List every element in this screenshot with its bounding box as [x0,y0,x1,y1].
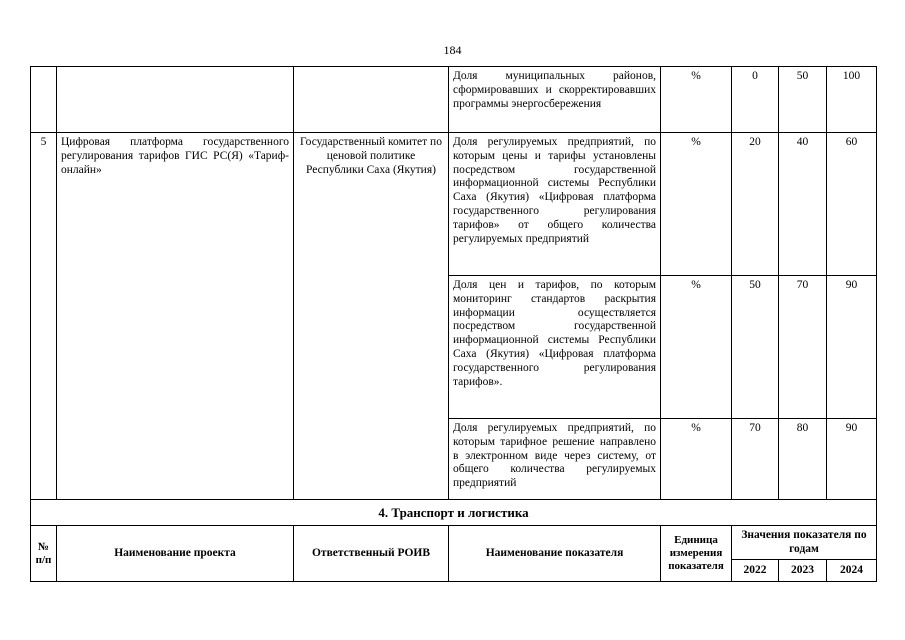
value-2024-cell: 90 [827,419,877,500]
value-2023-cell: 40 [779,133,827,276]
value-2023-cell: 50 [779,67,827,133]
value-2023-cell: 80 [779,419,827,500]
header-indicator: Наименование показателя [449,526,661,582]
value-2022-cell: 20 [732,133,779,276]
header-year-2023: 2023 [779,559,827,581]
header-unit: Единица измерения показателя [661,526,732,582]
indicator-cell: Доля цен и тарифов, по которым мониторинг стандартов раскрытия информации осуществляется посредством государственной информационной системы Республики Саха (Якутия) «Цифровая платформа государственного регулирования тарифов». [449,276,661,419]
project-name-cell: Цифровая платформа государственного регулирования тарифов ГИС РС(Я) «Тариф-онлайн» [57,133,294,500]
header-roiv: Ответственный РОИВ [294,526,449,582]
unit-cell: % [661,419,732,500]
value-2023-cell: 70 [779,276,827,419]
indicator-cell: Доля регулируемых предприятий, по которым тарифное решение направлено в электронном виде через систему, от общего количества регулируемых предприятий [449,419,661,500]
value-2024-cell: 90 [827,276,877,419]
value-2024-cell: 100 [827,67,877,133]
value-2022-cell: 50 [732,276,779,419]
header-number: № п/п [31,526,57,582]
header-row [31,526,877,560]
table-row [31,67,877,133]
value-2022-cell: 0 [732,67,779,133]
row-number-cell [31,67,57,133]
value-2022-cell: 70 [732,419,779,500]
indicator-cell: Доля регулируемых предприятий, по которым цены и тарифы установлены посредством государственной информационной системы Республики Саха (Якутия) «Цифровая платформа государственного регулирования тарифов» от общего количества регулируемых предприятий [449,133,661,276]
unit-cell: % [661,67,732,133]
roiv-cell: Государственный комитет по ценовой политике Республики Саха (Якутия) [294,133,449,500]
header-values: Значения показателя по годам [732,526,877,560]
header-project: Наименование проекта [57,526,294,582]
row-number-cell: 5 [31,133,57,500]
roiv-cell [294,67,449,133]
indicators-table [30,66,877,582]
project-name-cell [57,67,294,133]
section-title: 4. Транспорт и логистика [31,500,877,526]
indicator-cell: Доля муниципальных районов, сформировавших и скорректировавших программы энергосбережения [449,67,661,133]
header-year-2022: 2022 [732,559,779,581]
value-2024-cell: 60 [827,133,877,276]
page-number: 184 [443,43,462,57]
section-row [31,500,877,526]
unit-cell: % [661,133,732,276]
header-year-2024: 2024 [827,559,877,581]
table-row [31,133,877,276]
unit-cell: % [661,276,732,419]
